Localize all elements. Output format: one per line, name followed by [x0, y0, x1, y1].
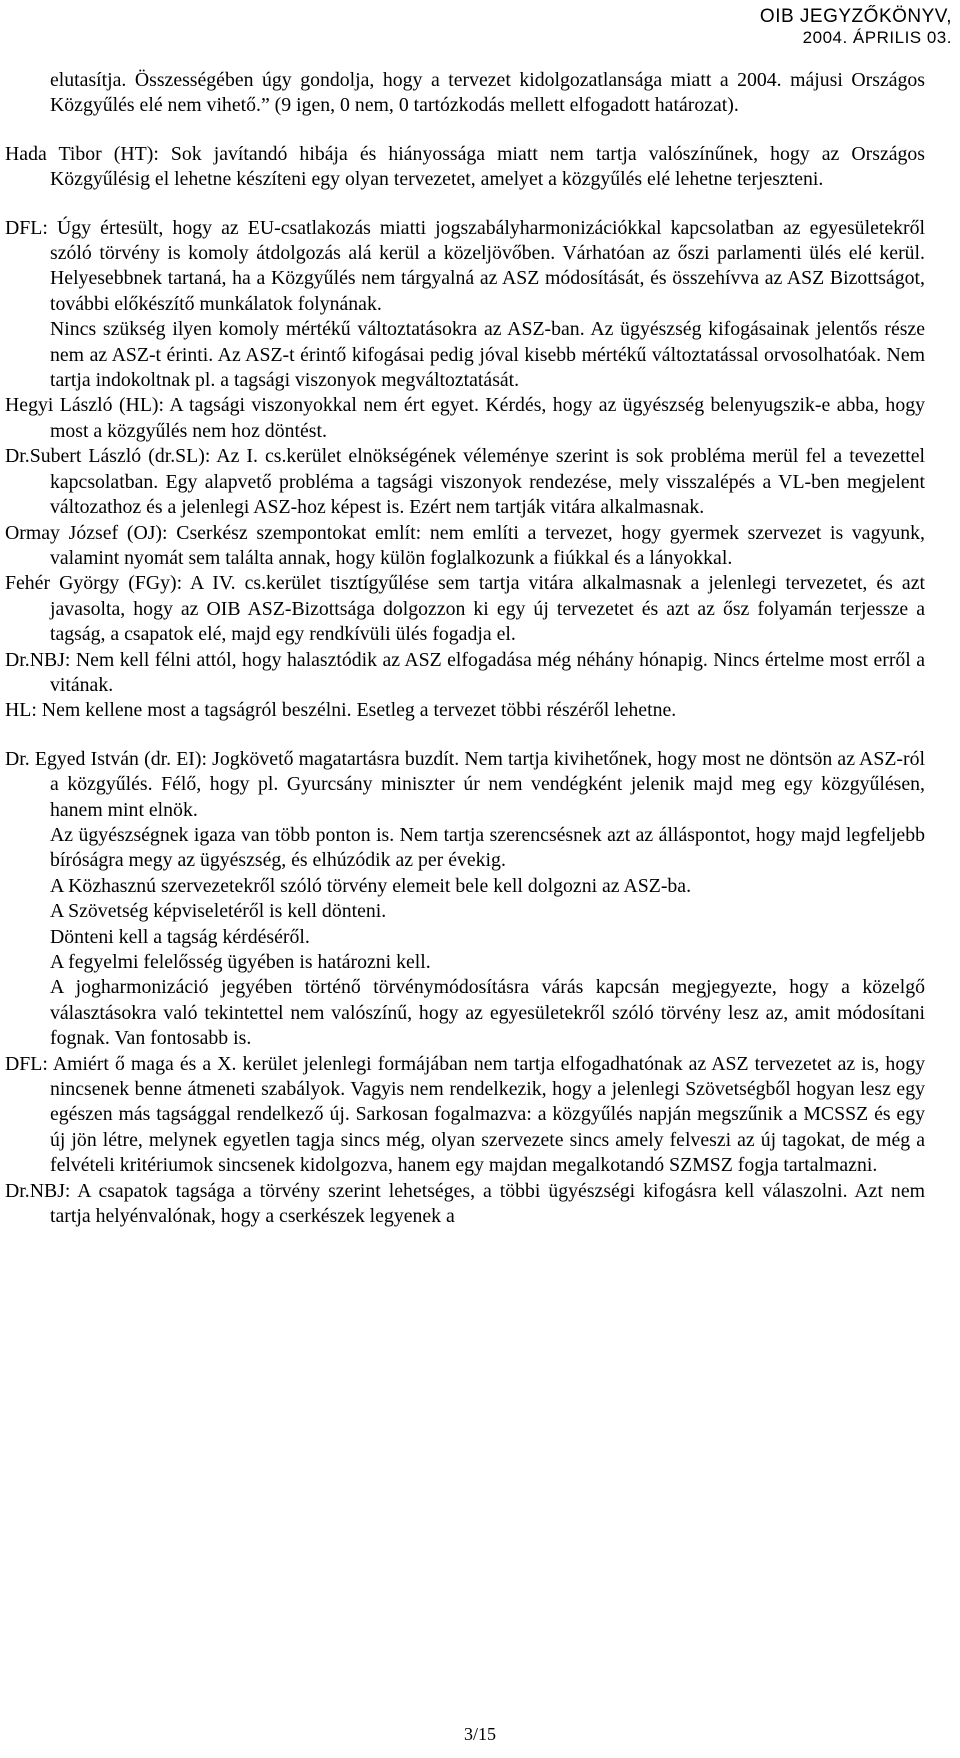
paragraph: DFL: Úgy értesült, hogy az EU-csatlakozás miatti jogszabályharmonizációkkal kapcsolatban az egyesületekről szóló törvény is komoly átdolgozás alá kerül a közeljövőben. Várhatóan az őszi parlamenti ülés elé kerül. Helyesebbnek tartaná, ha a Közgyűlés nem tárgyalná az ASZ módosítását, és összehívva az ASZ Bizottságot, további előkészítő munkálatok folynának.: [5, 216, 925, 315]
paragraph: Fehér György (FGy): A IV. cs.kerület tisztígyűlése sem tartja vitára alkalmasnak a jelenlegi tervezetet, és azt javasolta, hogy az OIB ASZ-Bizottsága dolgozzon ki egy új tervezetet és azt az ősz folyamán terjessze a tagság, a csapatok elé, majd egy rendkívüli ülés fogadja el.: [5, 572, 925, 646]
paragraph: A jogharmonizáció jegyében történő törvénymódosításra várás kapcsán megjegyezte, hogy a közelgő választásokra való tekintettel nem valószínű, hogy az egyesületekről szóló törvény lesz az, amit módosítani fognak. Van fontosabb is.: [50, 976, 925, 1050]
paragraph: HL: Nem kellene most a tagságról beszélni. Esetleg a tervezet többi részéről lehetne.: [5, 699, 677, 722]
paragraph: Dr.Subert László (dr.SL): Az I. cs.kerület elnökségének véleménye szerint is sok probléma merül fel a tevezettel kapcsolatban. Egy alapvető probléma a tagsági viszonyok rendezése, mely visszalépés a VL-ben megjelent változathoz és a jelenlegi ASZ-hoz képest is. Ezért nem tartják vitára alkalmasnak.: [5, 445, 925, 519]
paragraph: Ormay József (OJ): Cserkész szempontokat említ: nem említi a tervezet, hogy gyermek szervezet is vagyunk, valamint nyomát sem találta annak, hogy külön foglalkozunk a fiúkkal és a lányokkal.: [5, 521, 925, 569]
paragraph: Hegyi László (HL): A tagsági viszonyokkal nem ért egyet. Kérdés, hogy az ügyészség belenyugszik-e abba, hogy most a közgyűlés nem hoz döntést.: [5, 394, 925, 442]
document-body: [5, 68, 925, 1252]
page-header: [760, 6, 952, 48]
paragraph: Dr.NBJ: A csapatok tagsága a törvény szerint lehetséges, a többi ügyészségi kifogásra kell válaszolni. Azt nem tartja helyénvalónak, hogy a cserkészek legyenek a: [5, 1179, 925, 1228]
page-number: 3/15: [463, 1724, 496, 1744]
header-title: OIB JEGYZŐKÖNYV,: [759, 6, 952, 27]
paragraph: Az ügyészségnek igaza van több ponton is. Nem tartja szerencsésnek azt az álláspontot, hogy majd legfeljebb bíróságra megy az ügyészség, és elhúzódik az per évekig.: [50, 823, 925, 872]
paragraph: A Közhasznú szervezetekről szóló törvény elemeit bele kell dolgozni az ASZ-ba.: [50, 874, 692, 897]
paragraph: Hada Tibor (HT): Sok javítandó hibája és hiányossága miatt nem tartja valószínűnek, hogy az Országos Közgyűlésig el lehetne készíteni egy olyan tervezetet, amelyet a közgyűlés elé lehetne terjeszteni.: [5, 142, 925, 191]
paragraph: Dr. Egyed István (dr. EI): Jogkövető magatartásra buzdít. Nem tartja kivihetőnek, hogy most ne döntsön az ASZ-ról a közgyűlés. Félő, hogy pl. Gyurcsány miniszter úr nem vendégként jelenik majd meg egy közgyűlésen, hanem mint elnök.: [5, 747, 925, 821]
paragraph: elutasítja. Összességében úgy gondolja, hogy a tervezet kidolgozatlansága miatt a 2004. májusi Országos Közgyűlés elé nem vihető.” (9 igen, 0 nem, 0 tartózkodás mellett elfogadott határozat).: [50, 69, 925, 117]
paragraph: A Szövetség képviseletéről is kell dönteni.: [50, 900, 387, 923]
paragraph: A fegyelmi felelősség ügyében is határozni kell.: [50, 951, 431, 973]
paragraph: Dönteni kell a tagság kérdéséről.: [50, 925, 310, 948]
discussion-block: [5, 747, 925, 1230]
discussion-block: [5, 216, 925, 724]
paragraph: DFL: Amiért ő maga és a X. kerület jelenlegi formájában nem tartja elfogadhatónak az ASZ tervezetet az is, hogy nincsenek benne átmeneti szabályok. Vagyis nem rendelkezik, hogy a jelenlegi Szövetségből hogyan lesz egy egészen más tagsággal rendelkező új. Sarkosan fogalmazva: a közgyűlés napján megszűnik a MCSSZ és egy új jön létre, melynek egyetlen tagja sincs még, olyan szervezete sincs amely felveszi az új tagokat, de még a felvételi kritériumok sincsenek kidolgozva, hanem egy majdan megalkotandó SZMSZ fogja tartalmazni.: [5, 1052, 925, 1177]
paragraph: Dr.NBJ: Nem kell félni attól, hogy halasztódik az ASZ elfogadása még néhány hónapig. Nincs értelme most erről a vitának.: [5, 648, 925, 696]
paragraph: Nincs szükség ilyen komoly mértékű változtatásokra az ASZ-ban. Az ügyészség kifogásainak jelentős része nem az ASZ-t érinti. Az ASZ-t érintő kifogásai pedig jóval kisebb mértékű változtatással orvosolhatóak. Nem tartja indokoltnak pl. a tagsági viszonyok megváltoztatását.: [50, 318, 925, 392]
header-date: 2004. ÁPRILIS 03.: [802, 28, 952, 47]
